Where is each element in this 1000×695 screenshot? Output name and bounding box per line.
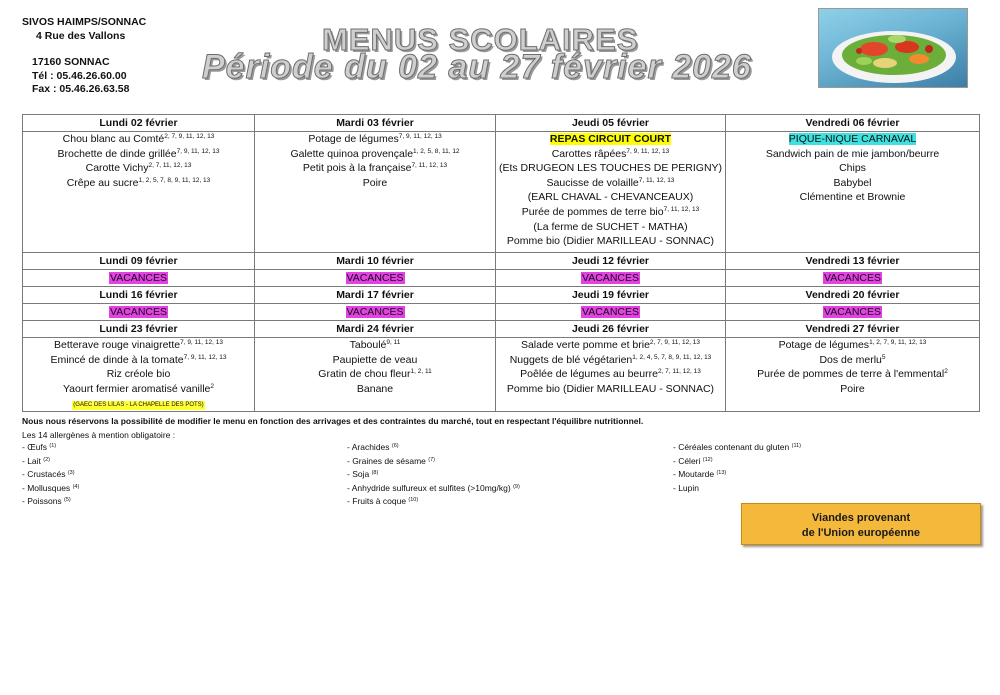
allergen-number: (10) xyxy=(408,497,419,503)
meal-name: Nuggets de blé végétarien xyxy=(509,353,633,366)
meal-name: Taboulé xyxy=(349,339,387,351)
meal-name: Paupiette de veau xyxy=(332,353,418,366)
meals-cell xyxy=(496,132,726,253)
allergen-codes: 7, 9, 11, 12, 13 xyxy=(176,147,220,155)
vacances-label: VACANCES xyxy=(346,271,404,284)
allergen-codes: 1, 2, 4, 5, 7, 8, 9, 11, 12, 13 xyxy=(632,353,712,361)
vacances-label: VACANCES xyxy=(110,271,167,284)
day-header-row xyxy=(23,253,980,270)
meal-name: Betterave rouge vinaigrette xyxy=(54,339,181,351)
street: 4 Rue des Vallons xyxy=(36,29,126,42)
meal-name: Purée de pommes de terre à l'emmental xyxy=(757,368,945,381)
allergen-codes: 2, 7, 11, 12, 13 xyxy=(657,368,701,376)
meal-item xyxy=(498,353,723,368)
meal-item xyxy=(498,367,723,382)
day-label: Lundi 16 février xyxy=(23,287,255,304)
allergen-codes: 2 xyxy=(944,368,948,376)
menu-highlight xyxy=(728,132,977,147)
allergen-name: - Fruits à coque xyxy=(347,496,409,506)
meal-item xyxy=(257,353,493,368)
allergen-name: - Lupin xyxy=(673,482,699,493)
allergen-item xyxy=(347,455,520,469)
supplier-note xyxy=(25,396,252,411)
allergens-title: Les 14 allergènes à mention obligatoire : xyxy=(22,430,176,440)
meal-name: Dos de merlu xyxy=(819,353,882,366)
allergen-number: (5) xyxy=(64,497,71,503)
supplier-note-label: (GAEC DES LILAS - LA CHAPELLE DES POTS) xyxy=(73,402,204,409)
meal-item xyxy=(498,205,723,220)
allergen-codes: 5 xyxy=(881,353,886,361)
allergen-number: (7) xyxy=(428,456,435,463)
allergen-codes: 7, 9, 11, 12, 13 xyxy=(183,353,227,361)
allergen-codes: 7, 9, 11, 12, 13 xyxy=(398,133,442,140)
meal-item xyxy=(498,220,723,235)
allergen-codes: 1, 2, 7, 9, 11, 12, 13 xyxy=(869,339,927,346)
meal-item xyxy=(25,176,252,191)
salad-photo xyxy=(818,8,968,88)
meal-item xyxy=(257,132,493,147)
day-label: Mardi 10 février xyxy=(255,253,496,270)
meal-name: Saucisse de volaille xyxy=(546,176,639,189)
meal-item xyxy=(728,367,977,382)
vacances-cell xyxy=(255,304,496,321)
allergen-number: (11) xyxy=(791,443,801,449)
meal-item xyxy=(25,147,252,162)
allergen-codes: 1, 2, 11 xyxy=(410,368,432,376)
meal-item xyxy=(257,367,493,382)
allergen-number: (9) xyxy=(513,483,520,490)
allergen-number: (6) xyxy=(391,443,399,449)
meal-name: Emincé de dinde à la tomate xyxy=(50,353,184,366)
meal-name: Potage de légumes xyxy=(308,133,399,145)
meal-name: (La ferme de SUCHET - MATHA) xyxy=(533,220,688,233)
meals-cell xyxy=(726,338,980,412)
day-label: Vendredi 20 février xyxy=(726,287,980,304)
day-label: Lundi 02 février xyxy=(23,115,255,132)
meal-item xyxy=(257,161,493,176)
meal-item xyxy=(25,161,252,176)
address-block xyxy=(22,16,146,97)
day-label: Jeudi 19 février xyxy=(496,287,726,304)
allergen-name: - Moutarde xyxy=(673,469,717,479)
allergen-name: - Œufs xyxy=(22,442,50,452)
allergen-name: - Anhydride sulfureux et sulfites (>10mg/kg) xyxy=(347,482,514,493)
allergen-name: - Mollusques xyxy=(22,482,73,493)
fax: Fax : 05.46.26.63.58 xyxy=(32,83,130,95)
vacances-label: VACANCES xyxy=(582,305,639,318)
meal-item xyxy=(498,234,723,249)
meal-item xyxy=(257,382,493,397)
allergen-number: (3) xyxy=(67,470,75,476)
meal-item xyxy=(25,338,252,353)
allergen-item xyxy=(22,495,79,509)
meal-item xyxy=(25,367,252,382)
allergen-number: (2) xyxy=(43,456,50,463)
meal-name: Purée de pommes de terre bio xyxy=(521,205,664,218)
allergen-codes: 2 xyxy=(210,382,215,390)
allergens-column xyxy=(22,441,79,509)
allergen-codes: 2, 7, 11, 12, 13 xyxy=(148,162,192,170)
day-label: Jeudi 26 février xyxy=(496,321,726,338)
meals-cell xyxy=(23,132,255,253)
meals-cell xyxy=(23,338,255,412)
allergen-codes: 1, 2, 5, 7, 8, 9, 11, 12, 13 xyxy=(138,176,211,184)
eu-meat-line1: Viandes provenant xyxy=(811,512,911,524)
meal-item xyxy=(728,147,977,162)
allergens-column xyxy=(673,441,801,495)
vacances-label: VACANCES xyxy=(110,305,167,318)
allergen-name: - Lait xyxy=(22,455,44,466)
allergen-codes: 1, 2, 5, 8, 11, 12 xyxy=(413,147,460,155)
meal-name: Gratin de chou fleur xyxy=(318,368,411,381)
meal-item xyxy=(498,147,723,162)
allergen-codes: 7, 11, 12, 13 xyxy=(663,205,700,213)
city: 17160 SONNAC xyxy=(32,56,110,68)
allergen-number: (4) xyxy=(72,483,80,490)
allergen-codes: 7, 11, 12, 13 xyxy=(411,162,448,170)
allergen-number: (1) xyxy=(49,443,57,449)
meal-name: Clémentine et Brownie xyxy=(799,191,906,204)
allergen-number: (12) xyxy=(702,456,713,463)
meal-name: Riz créole bio xyxy=(106,368,171,381)
allergen-name: - Arachides xyxy=(347,442,392,452)
meal-name: Carottes râpées xyxy=(551,147,627,160)
allergen-codes: 2, 7, 9, 11, 12, 13 xyxy=(164,133,215,140)
allergen-codes: 7, 9, 11, 12, 13 xyxy=(180,339,223,346)
vacances-cell xyxy=(496,304,726,321)
vacances-label: VACANCES xyxy=(824,271,881,284)
meal-name: Poire xyxy=(362,176,388,189)
day-label: Lundi 23 février xyxy=(23,321,255,338)
meal-name: Petit pois à la française xyxy=(302,162,412,175)
page-subtitle: Période du 02 au 27 février 2026 xyxy=(202,48,752,86)
allergen-codes: 7, 9, 11, 12, 13 xyxy=(626,147,670,155)
meal-name: Carotte Vichy xyxy=(85,162,149,175)
meal-name: Salade verte pomme et brie xyxy=(520,339,650,351)
org-name: SIVOS HAIMPS/SONNAC xyxy=(22,16,147,28)
vacances-cell xyxy=(726,304,980,321)
day-label: Lundi 09 février xyxy=(23,253,255,270)
allergen-item xyxy=(673,482,801,496)
highlight-label: PIQUE-NIQUE CARNAVAL xyxy=(788,133,917,145)
meal-name: Potage de légumes xyxy=(778,339,870,351)
eu-meat-notice xyxy=(741,503,981,545)
phone: Tél : 05.46.26.60.00 xyxy=(32,69,127,82)
meal-name: Poire xyxy=(840,382,865,395)
meal-name: Babybel xyxy=(833,176,872,189)
allergen-item xyxy=(347,441,520,455)
meals-cell xyxy=(726,132,980,253)
menu-highlight xyxy=(498,132,723,147)
meal-item xyxy=(25,132,252,147)
eu-meat-line2: de l'Union européenne xyxy=(801,527,921,539)
meal-name: Banane xyxy=(356,382,394,395)
meal-name: Sandwich pain de mie jambon/beurre xyxy=(765,147,940,160)
meal-item xyxy=(25,353,252,368)
allergen-item xyxy=(347,468,520,482)
allergen-item xyxy=(347,482,520,496)
meals-row xyxy=(23,132,980,253)
allergen-name: - Graines de sésame xyxy=(347,455,429,466)
meal-item xyxy=(498,338,723,353)
vacances-row xyxy=(23,270,980,287)
meal-name: Poêlée de légumes au beurre xyxy=(520,368,658,381)
allergen-item xyxy=(22,441,79,455)
day-label: Mardi 24 février xyxy=(255,321,496,338)
meal-name: (Ets DRUGEON LES TOUCHES DE PERIGNY) xyxy=(498,162,723,175)
allergen-name: - Céréales contenant du gluten xyxy=(673,442,792,452)
day-header-row xyxy=(23,287,980,304)
allergen-name: - Soja xyxy=(347,469,372,479)
meal-name: Pomme bio (Didier MARILLEAU - SONNAC) xyxy=(506,382,715,395)
allergen-item xyxy=(347,495,520,509)
meal-item xyxy=(728,176,977,191)
vacances-cell xyxy=(23,304,255,321)
allergen-item xyxy=(22,455,79,469)
menu-table xyxy=(22,114,980,412)
meal-item xyxy=(728,338,977,353)
page-title: MENUS SCOLAIRES xyxy=(322,22,639,57)
allergen-number: (8) xyxy=(371,470,379,476)
day-label: Vendredi 27 février xyxy=(726,321,980,338)
highlight-label: REPAS CIRCUIT COURT xyxy=(549,133,672,145)
day-label: Vendredi 06 février xyxy=(726,115,980,132)
meals-cell xyxy=(255,132,496,253)
allergens-column xyxy=(347,441,520,509)
vacances-cell xyxy=(23,270,255,287)
meal-item xyxy=(257,147,493,162)
meal-name: (EARL CHAVAL - CHEVANCEAUX) xyxy=(527,191,694,204)
meal-item xyxy=(728,190,977,205)
allergen-item xyxy=(673,441,801,455)
meal-item xyxy=(498,382,723,397)
meals-cell xyxy=(255,338,496,412)
allergen-codes: 9, 11 xyxy=(386,339,401,346)
allergen-codes: 2, 7, 9, 11, 12, 13 xyxy=(649,339,701,346)
allergen-item xyxy=(673,468,801,482)
allergen-number: (13) xyxy=(716,470,727,476)
vacances-label: VACANCES xyxy=(582,271,639,284)
allergen-item xyxy=(22,482,79,496)
day-label: Jeudi 12 février xyxy=(496,253,726,270)
meal-name: Chips xyxy=(839,162,866,175)
vacances-label: VACANCES xyxy=(346,305,404,318)
meal-name: Galette quinoa provençale xyxy=(290,147,414,160)
meal-name: Pomme bio (Didier MARILLEAU - SONNAC) xyxy=(506,235,715,248)
meal-name: Brochette de dinde grillée xyxy=(57,147,177,160)
meal-item xyxy=(728,382,977,397)
meal-item xyxy=(728,161,977,176)
meal-name: Crêpe au sucre xyxy=(66,176,139,189)
day-label: Mardi 03 février xyxy=(255,115,496,132)
day-header-row xyxy=(23,321,980,338)
allergen-item xyxy=(22,468,79,482)
allergen-item xyxy=(673,455,801,469)
day-label: Jeudi 05 février xyxy=(496,115,726,132)
day-header-row xyxy=(23,115,980,132)
day-label: Vendredi 13 février xyxy=(726,253,980,270)
meal-item xyxy=(257,338,493,353)
allergen-codes: 7, 11, 12, 13 xyxy=(638,176,675,184)
meal-item xyxy=(25,382,252,397)
vacances-cell xyxy=(255,270,496,287)
meal-item xyxy=(257,176,493,191)
vacances-cell xyxy=(496,270,726,287)
meal-item xyxy=(498,176,723,191)
vacances-label: VACANCES xyxy=(824,305,881,318)
meals-cell xyxy=(496,338,726,412)
allergen-name: - Crustacés xyxy=(22,469,68,479)
day-label: Mardi 17 février xyxy=(255,287,496,304)
meal-item xyxy=(498,190,723,205)
notice-text: Nous nous réservons la possibilité de modifier le menu en fonction des arrivages et des contraintes du marché, tout en respectant l'équilibre nutritionnel. xyxy=(22,416,644,426)
meal-name: Chou blanc au Comté xyxy=(62,133,165,145)
meals-row xyxy=(23,338,980,412)
meal-item xyxy=(498,161,723,176)
meal-item xyxy=(728,353,977,368)
vacances-cell xyxy=(726,270,980,287)
allergen-name: - Poissons xyxy=(22,496,65,506)
allergen-name: - Céleri xyxy=(673,455,703,466)
vacances-row xyxy=(23,304,980,321)
meal-name: Yaourt fermier aromatisé vanille xyxy=(62,382,211,395)
